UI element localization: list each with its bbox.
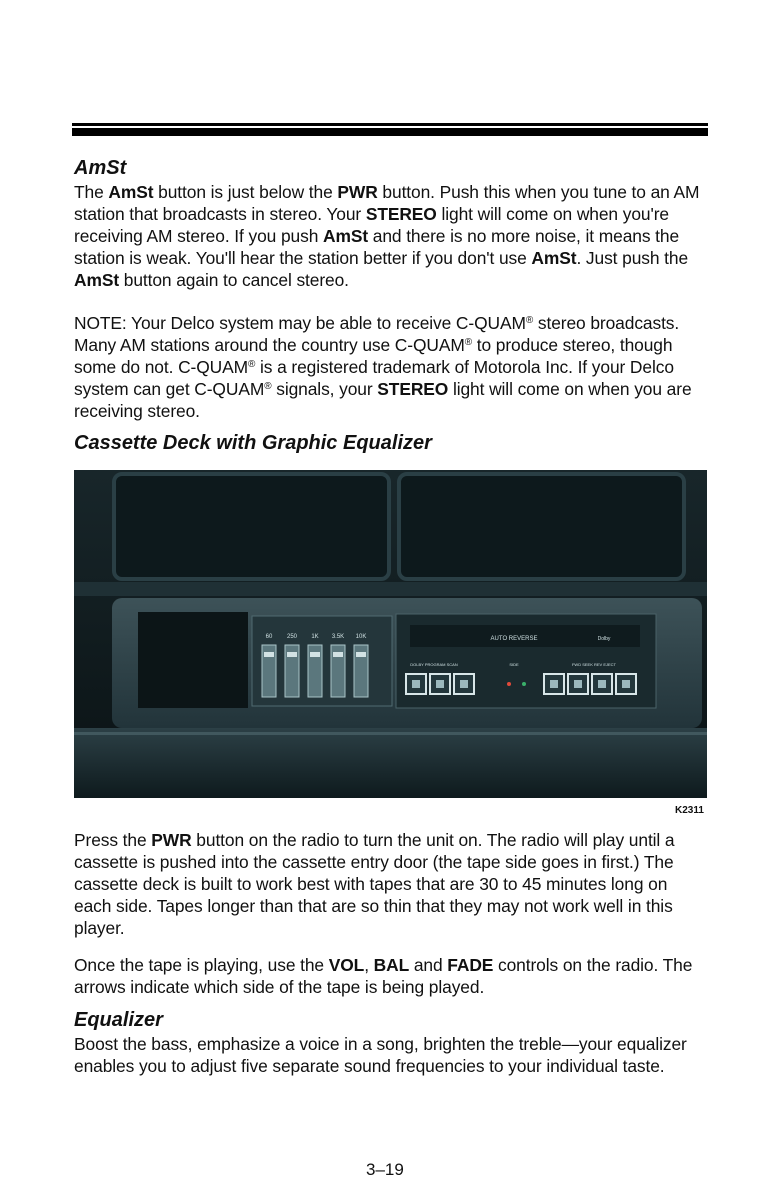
bold-term: STEREO xyxy=(365,204,437,224)
bold-term: VOL xyxy=(328,955,365,975)
bold-term: AmSt xyxy=(531,248,577,268)
registered-mark: ® xyxy=(264,381,272,392)
dolby-label: Dolby xyxy=(597,636,611,642)
eq-freq-label: 250 xyxy=(286,634,298,640)
button-row-label-right: FWD SEEK REV EJECT xyxy=(571,662,617,667)
eq-freq-label: 10K xyxy=(355,634,367,640)
bold-term: AmSt xyxy=(74,270,120,290)
bold-term: BAL xyxy=(373,955,410,975)
figure-code: K2311 xyxy=(675,805,704,816)
heading-amst: AmSt xyxy=(74,157,127,179)
auto-reverse-label: AUTO REVERSE xyxy=(490,636,538,642)
heading-equalizer: Equalizer xyxy=(74,1009,163,1031)
registered-mark: ® xyxy=(248,359,256,370)
bold-term: AmSt xyxy=(323,226,369,246)
cassette-paragraph-1: Press the PWR button on the radio to turn the unit on. The radio will play until a cassette is pushed into the cassette entry door (the tape side goes in first.) The cassette deck is built to work best with tapes that are 30 to 45 minutes long on each side. Tapes longer than that are so thin that they may not work well in this player. xyxy=(74,830,675,938)
button-row-label-left: DOLBY PROGRAM SCAN xyxy=(410,662,458,667)
eq-freq-label: 1K xyxy=(311,634,319,640)
registered-mark: ® xyxy=(464,337,473,348)
equalizer-paragraph-1: Boost the bass, emphasize a voice in a song, brighten the treble—your equalizer enables you to adjust five separate sound frequencies to your individual taste. xyxy=(74,1034,687,1076)
cassette-deck-illustration xyxy=(74,470,707,798)
amst-paragraph-1: The AmSt button is just below the PWR button. Push this when you tune to an AM station that broadcasts in stereo. Your STEREO light will come on when you're receiving AM stereo. If you push AmSt and there is no more noise, it means the station is weak. You'll hear the station better if you don't use AmSt. Just push the AmSt button again to cancel stereo. xyxy=(74,182,700,290)
cassette-paragraph-2: Once the tape is playing, use the VOL, BAL and FADE controls on the radio. The arrows indicate which side of the tape is being played. xyxy=(74,955,693,997)
page-number: 3–19 xyxy=(366,1160,404,1179)
top-rule-thin xyxy=(72,123,708,126)
bold-term: STEREO xyxy=(377,379,449,399)
amst-paragraph-2: NOTE: Your Delco system may be able to receive C-QUAM® stereo broadcasts. Many AM stations around the country use C-QUAM® to produce stereo, though some do not. C-QUAM® is a registered trademark of Motorola Inc. If your Delco system can get C-QUAM® signals, your STEREO light will come on when you are receiving stereo. xyxy=(74,313,692,421)
top-rule-thick xyxy=(72,128,708,136)
cassette-deck-photo xyxy=(74,470,707,798)
bold-term: AmSt xyxy=(108,182,154,202)
button-row-label-mid: SIDE xyxy=(509,662,519,667)
registered-mark: ® xyxy=(525,315,534,326)
heading-cassette-deck: Cassette Deck with Graphic Equalizer xyxy=(74,432,432,454)
bold-term: PWR xyxy=(151,830,192,850)
bold-term: PWR xyxy=(337,182,378,202)
eq-freq-label: 3.5K xyxy=(331,634,345,640)
bold-term: FADE xyxy=(447,955,494,975)
eq-freq-label: 60 xyxy=(265,634,273,640)
